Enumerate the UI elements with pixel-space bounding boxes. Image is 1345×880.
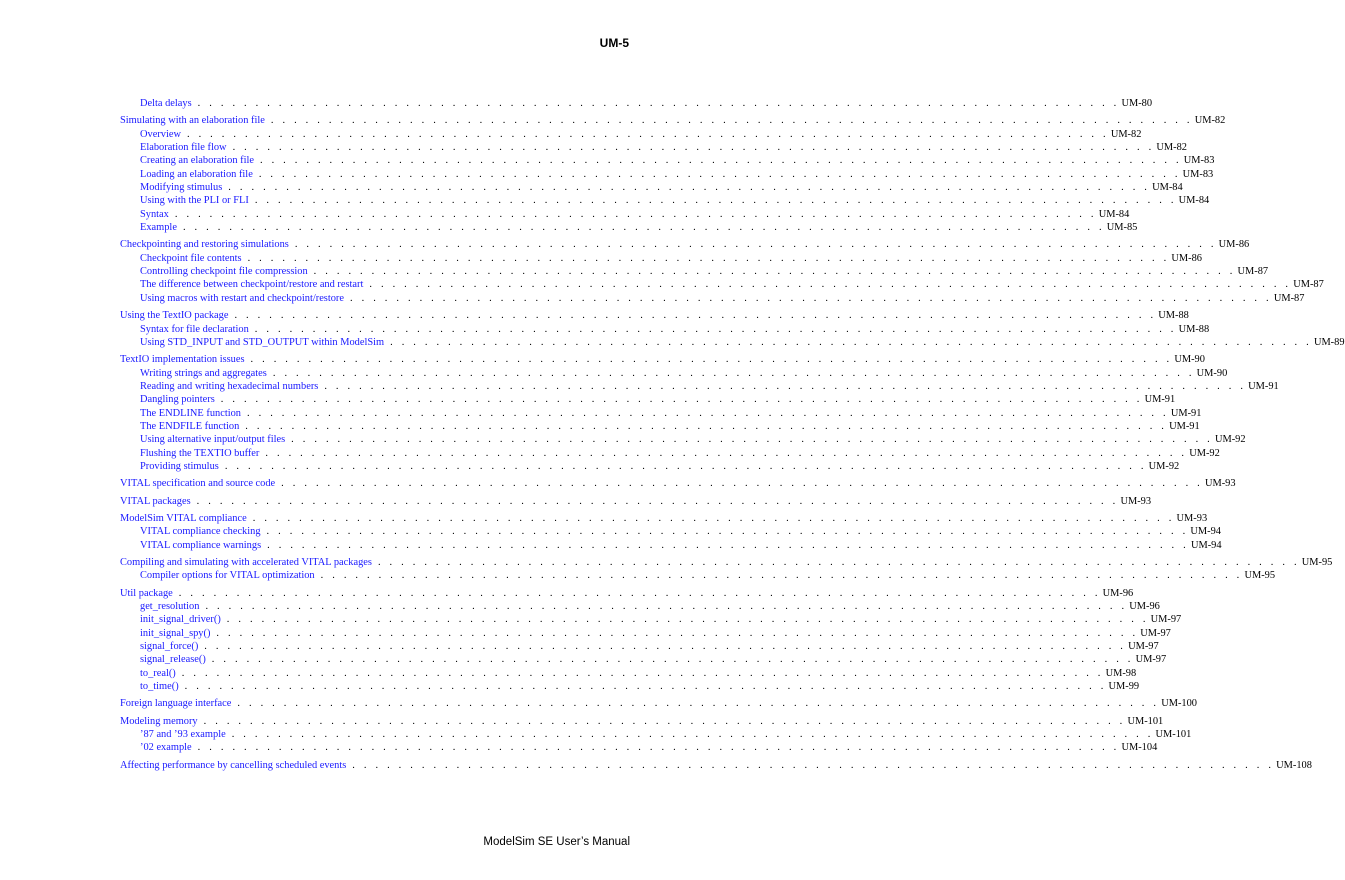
toc-entry-link[interactable]: Providing stimulus: [140, 460, 219, 472]
toc-entry-link[interactable]: The ENDFILE function: [140, 420, 240, 432]
toc-entry-link[interactable]: get_resolution: [140, 601, 200, 613]
dot-leader: . . . . . . . . . . . . . . . . . . . . . . . . . . . . . . . . . . . . . . . . . . . . . . . . . . . . . . . . . . . . . . . . . . . . . . . . . . . . . . . .: [181, 667, 1104, 679]
toc-subentry[interactable]: [120, 393, 1176, 406]
toc-group: [120, 353, 1279, 473]
toc-group: [120, 512, 1222, 552]
toc-page-number: UM-100: [1161, 698, 1197, 710]
toc-entry[interactable]: [120, 495, 1152, 508]
dot-leader: . . . . . . . . . . . . . . . . . . . . . . . . . . . . . . . . . . . . . . . . . . . . . . . . . . . . . . . . . . . . . . . . . . . . . . . . . . . . . . . .: [270, 115, 1193, 127]
toc-entry[interactable]: [120, 587, 1134, 600]
toc-entry-link[interactable]: Modifying stimulus: [140, 182, 223, 194]
toc-entry[interactable]: [120, 309, 1189, 322]
dot-leader: . . . . . . . . . . . . . . . . . . . . . . . . . . . . . . . . . . . . . . . . . . . . . . . . . . . . . . . . . . . . . . . . . . . . . . . . . . . . . . . .: [197, 742, 1120, 754]
dot-leader: . . . . . . . . . . . . . . . . . . . . . . . . . . . . . . . . . . . . . . . . . . . . . . . . . . . . . . . . . . . . . . . . . . . . . . . . . . . . . . . .: [294, 239, 1217, 251]
dot-leader: . . . . . . . . . . . . . . . . . . . . . . . . . . . . . . . . . . . . . . . . . . . . . . . . . . . . . . . . . . . . . . . . . . . . . . . . . . . . . . . .: [186, 128, 1109, 140]
toc-page-number: UM-97: [1135, 654, 1167, 666]
dot-leader: . . . . . . . . . . . . . . . . . . . . . . . . . . . . . . . . . . . . . . . . . . . . . . . . . . . . . . . . . . . . . . . . . . . . . . . . . . . . . . . .: [182, 222, 1105, 234]
toc-page-number: UM-90: [1174, 354, 1205, 366]
toc-entry-link[interactable]: Overview: [140, 128, 181, 140]
toc-page-number: UM-91: [1170, 407, 1202, 419]
toc-page-number: UM-84: [1098, 208, 1130, 220]
toc-subentry[interactable]: [120, 447, 1220, 460]
toc-page-number: UM-97: [1150, 614, 1182, 626]
footer-manual-title: ModelSim SE User’s Manual: [483, 836, 630, 848]
toc-entry-link[interactable]: Using STD_INPUT and STD_OUTPUT within ModelSim: [140, 336, 385, 348]
toc-page-number: UM-92: [1189, 447, 1220, 459]
toc-group: [120, 495, 1152, 508]
toc-entry-link[interactable]: Simulating with an elaboration file: [120, 115, 265, 127]
page-number: UM-5: [599, 36, 629, 50]
toc-entry[interactable]: [120, 759, 1312, 772]
toc-subentry[interactable]: [120, 336, 1345, 349]
toc-subentry[interactable]: [120, 181, 1183, 194]
toc-group: [120, 238, 1324, 305]
dot-leader: . . . . . . . . . . . . . . . . . . . . . . . . . . . . . . . . . . . . . . . . . . . . . . . . . . . . . . . . . . . . . . . . . . . . . . . . . . . . . . . .: [203, 715, 1126, 727]
toc-subentry[interactable]: [120, 323, 1210, 336]
toc-page-number: UM-87: [1293, 279, 1324, 291]
toc-entry-link[interactable]: Compiler options for VITAL optimization: [140, 570, 315, 582]
dot-leader: . . . . . . . . . . . . . . . . . . . . . . . . . . . . . . . . . . . . . . . . . . . . . . . . . . . . . . . . . . . . . . . . . . . . . . . . . . . . . . . .: [197, 98, 1120, 109]
toc-entry-link[interactable]: Controlling checkpoint file compression: [140, 266, 308, 278]
toc-entry-link[interactable]: Util package: [120, 587, 173, 599]
dot-leader: . . . . . . . . . . . . . . . . . . . . . . . . . . . . . . . . . . . . . . . . . . . . . . . . . . . . . . . . . . . . . . . . . . . . . . . . . . . . . . . .: [266, 526, 1189, 538]
toc-page-number: UM-98: [1105, 667, 1137, 679]
toc-entry-link[interactable]: VITAL compliance warnings: [140, 539, 262, 551]
toc-subentry[interactable]: [120, 380, 1279, 393]
toc-entry-link[interactable]: Syntax: [140, 208, 169, 220]
toc-page-number: UM-82: [1110, 128, 1142, 140]
toc-page-number: UM-87: [1273, 292, 1305, 304]
toc-entry-link[interactable]: Delta delays: [140, 98, 192, 109]
dot-leader: . . . . . . . . . . . . . . . . . . . . . . . . . . . . . . . . . . . . . . . . . . . . . . . . . . . . . . . . . . . . . . . . . . . . . . . . . . . . . . . .: [216, 627, 1139, 639]
toc-subentry[interactable]: [120, 680, 1140, 693]
dot-leader: . . . . . . . . . . . . . . . . . . . . . . . . . . . . . . . . . . . . . . . . . . . . . . . . . . . . . . . . . . . . . . . . . . . . . . . . . . . . . . . .: [184, 681, 1107, 693]
toc-entry-link[interactable]: VITAL packages: [120, 495, 191, 507]
toc-subentry[interactable]: [120, 292, 1305, 305]
toc-subentry[interactable]: [120, 420, 1200, 433]
toc-entry-link[interactable]: Compiling and simulating with accelerated VITAL packages: [120, 557, 372, 568]
toc-subentry[interactable]: [120, 278, 1324, 291]
toc-page-number: UM-96: [1129, 601, 1160, 613]
toc-entry-link[interactable]: TextIO implementation issues: [120, 354, 245, 366]
toc-entry-link[interactable]: VITAL compliance checking: [140, 526, 261, 538]
toc-subentry[interactable]: [120, 154, 1215, 167]
toc-subentry[interactable]: [120, 265, 1269, 278]
toc-page-number: UM-93: [1120, 495, 1152, 507]
toc-entry-link[interactable]: init_signal_spy(): [140, 627, 211, 639]
toc-entry-link[interactable]: init_signal_driver(): [140, 614, 221, 626]
toc-entry-link[interactable]: Checkpoint file contents: [140, 252, 242, 264]
toc-group: [120, 556, 1333, 583]
toc-entry[interactable]: [120, 353, 1205, 366]
dot-leader: . . . . . . . . . . . . . . . . . . . . . . . . . . . . . . . . . . . . . . . . . . . . . . . . . . . . . . . . . . . . . . . . . . . . . . . . . . . . . . . .: [178, 587, 1101, 599]
toc-page-number: UM-91: [1169, 420, 1200, 432]
toc-subentry[interactable]: [120, 741, 1158, 754]
toc-entry-link[interactable]: Flushing the TEXTIO buffer: [140, 447, 260, 459]
toc-entry-link[interactable]: Checkpointing and restoring simulations: [120, 239, 289, 251]
toc-entry[interactable]: [120, 697, 1197, 710]
toc-entry-link[interactable]: Using macros with restart and checkpoint/restore: [140, 292, 344, 304]
dot-leader: . . . . . . . . . . . . . . . . . . . . . . . . . . . . . . . . . . . . . . . . . . . . . . . . . . . . . . . . . . . . . . . . . . . . . . . . . . . . . . . .: [254, 323, 1177, 335]
dot-leader: . . . . . . . . . . . . . . . . . . . . . . . . . . . . . . . . . . . . . . . . . . . . . . . . . . . . . . . . . . . . . . . . . . . . . . . . . . . . . . . .: [313, 266, 1236, 278]
dot-leader: . . . . . . . . . . . . . . . . . . . . . . . . . . . . . . . . . . . . . . . . . . . . . . . . . . . . . . . . . . . . . . . . . . . . . . . . . . . . . . . .: [234, 310, 1157, 322]
toc-page-number: UM-95: [1301, 557, 1333, 568]
dot-leader: . . . . . . . . . . . . . . . . . . . . . . . . . . . . . . . . . . . . . . . . . . . . . . . . . . . . . . . . . . . . . . . . . . . . . . . . . . . . . . . .: [232, 142, 1155, 154]
toc-page-number: UM-91: [1144, 394, 1176, 406]
toc-subentry[interactable]: [120, 407, 1202, 420]
toc-subentry[interactable]: [120, 141, 1187, 154]
dot-leader: . . . . . . . . . . . . . . . . . . . . . . . . . . . . . . . . . . . . . . . . . . . . . . . . . . . . . . . . . . . . . . . . . . . . . . . . . . . . . . . .: [220, 394, 1143, 406]
toc-page-number: UM-108: [1276, 759, 1312, 771]
toc-page-number: UM-101: [1127, 715, 1164, 727]
toc-entry[interactable]: [120, 556, 1333, 569]
toc-entry-link[interactable]: Writing strings and aggregates: [140, 367, 267, 379]
toc-entry-link[interactable]: signal_force(): [140, 641, 199, 653]
dot-leader: . . . . . . . . . . . . . . . . . . . . . . . . . . . . . . . . . . . . . . . . . . . . . . . . . . . . . . . . . . . . . . . . . . . . . . . . . . . . . . . .: [228, 182, 1151, 194]
toc-page-number: UM-87: [1237, 266, 1269, 278]
toc-group: [120, 97, 1153, 110]
toc-page-number: UM-93: [1204, 478, 1236, 490]
toc-entry-link[interactable]: The difference between checkpoint/restore and restart: [140, 279, 364, 291]
toc-subentry[interactable]: [120, 252, 1202, 265]
toc-entry-link[interactable]: ModelSim VITAL compliance: [120, 512, 247, 524]
dot-leader: . . . . . . . . . . . . . . . . . . . . . . . . . . . . . . . . . . . . . . . . . . . . . . . . . . . . . . . . . . . . . . . . . . . . . . . . . . . . . . . .: [231, 729, 1154, 741]
table-of-contents: [120, 97, 1345, 776]
toc-subentry[interactable]: [120, 128, 1142, 141]
toc-subentry[interactable]: [120, 460, 1180, 473]
toc-entry-link[interactable]: to_time(): [140, 681, 179, 693]
toc-page-number: UM-86: [1218, 239, 1250, 251]
toc-page-number: UM-97: [1128, 641, 1159, 653]
toc-page-number: UM-91: [1248, 380, 1279, 392]
toc-subentry[interactable]: [120, 168, 1214, 181]
dot-leader: . . . . . . . . . . . . . . . . . . . . . . . . . . . . . . . . . . . . . . . . . . . . . . . . . . . . . . . . . . . . . . . . . . . . . . . . . . . . . . . .: [390, 336, 1312, 348]
toc-entry[interactable]: [120, 238, 1250, 251]
toc-entry-link[interactable]: The ENDLINE function: [140, 407, 241, 419]
toc-subentry[interactable]: [120, 194, 1210, 207]
dot-leader: . . . . . . . . . . . . . . . . . . . . . . . . . . . . . . . . . . . . . . . . . . . . . . . . . . . . . . . . . . . . . . . . . . . . . . . . . . . . . . . .: [247, 407, 1169, 419]
dot-leader: . . . . . . . . . . . . . . . . . . . . . . . . . . . . . . . . . . . . . . . . . . . . . . . . . . . . . . . . . . . . . . . . . . . . . . . . . . . . . . . .: [196, 495, 1119, 507]
toc-page-number: UM-83: [1182, 168, 1214, 180]
toc-group: [120, 477, 1236, 490]
toc-group: [120, 114, 1226, 234]
dot-leader: . . . . . . . . . . . . . . . . . . . . . . . . . . . . . . . . . . . . . . . . . . . . . . . . . . . . . . . . . . . . . . . . . . . . . . . . . . . . . . . .: [247, 252, 1170, 264]
toc-subentry[interactable]: [120, 627, 1171, 640]
dot-leader: . . . . . . . . . . . . . . . . . . . . . . . . . . . . . . . . . . . . . . . . . . . . . . . . . . . . . . . . . . . . . . . . . . . . . . . . . . . . . . . .: [352, 759, 1275, 771]
toc-subentry[interactable]: [120, 569, 1276, 582]
toc-subentry[interactable]: [120, 728, 1192, 741]
toc-entry-link[interactable]: Dangling pointers: [140, 394, 215, 406]
toc-page-number: UM-82: [1194, 115, 1226, 127]
dot-leader: . . . . . . . . . . . . . . . . . . . . . . . . . . . . . . . . . . . . . . . . . . . . . . . . . . . . . . . . . . . . . . . . . . . . . . . . . . . . . . . .: [174, 208, 1097, 220]
toc-entry-link[interactable]: Using with the PLI or FLI: [140, 195, 249, 207]
toc-group: [120, 587, 1182, 694]
dot-leader: . . . . . . . . . . . . . . . . . . . . . . . . . . . . . . . . . . . . . . . . . . . . . . . . . . . . . . . . . . . . . . . . . . . . . . . . . . . . . . . .: [291, 434, 1213, 446]
dot-leader: . . . . . . . . . . . . . . . . . . . . . . . . . . . . . . . . . . . . . . . . . . . . . . . . . . . . . . . . . . . . . . . . . . . . . . . . . . . . . . . .: [204, 641, 1127, 653]
dot-leader: . . . . . . . . . . . . . . . . . . . . . . . . . . . . . . . . . . . . . . . . . . . . . . . . . . . . . . . . . . . . . . . . . . . . . . . . . . . . . . . .: [254, 195, 1177, 207]
toc-entry[interactable]: [120, 512, 1208, 525]
toc-page-number: UM-86: [1171, 252, 1202, 264]
toc-page-number: UM-93: [1176, 512, 1208, 524]
dot-leader: . . . . . . . . . . . . . . . . . . . . . . . . . . . . . . . . . . . . . . . . . . . . . . . . . . . . . . . . . . . . . . . . . . . . . . . . . . . . . . . .: [252, 512, 1175, 524]
toc-entry-link[interactable]: Affecting performance by cancelling scheduled events: [120, 759, 347, 771]
toc-page-number: UM-97: [1140, 627, 1171, 639]
toc-entry-link[interactable]: VITAL specification and source code: [120, 478, 276, 490]
dot-leader: . . . . . . . . . . . . . . . . . . . . . . . . . . . . . . . . . . . . . . . . . . . . . . . . . . . . . . . . . . . . . . . . . . . . . . . . . . . . . . . .: [211, 654, 1134, 666]
toc-entry[interactable]: [120, 715, 1164, 728]
toc-entry-link[interactable]: Modeling memory: [120, 715, 198, 727]
dot-leader: . . . . . . . . . . . . . . . . . . . . . . . . . . . . . . . . . . . . . . . . . . . . . . . . . . . . . . . . . . . . . . . . . . . . . . . . . . . . . . . .: [224, 460, 1147, 472]
toc-page-number: UM-88: [1158, 310, 1189, 322]
dot-leader: . . . . . . . . . . . . . . . . . . . . . . . . . . . . . . . . . . . . . . . . . . . . . . . . . . . . . . . . . . . . . . . . . . . . . . . . . . . . . . . .: [265, 447, 1188, 459]
toc-entry-link[interactable]: ’02 example: [140, 742, 192, 754]
toc-page-number: UM-101: [1155, 729, 1192, 741]
toc-page-number: UM-85: [1106, 222, 1138, 234]
dot-leader: . . . . . . . . . . . . . . . . . . . . . . . . . . . . . . . . . . . . . . . . . . . . . . . . . . . . . . . . . . . . . . . . . . . . . . . . . . . . . . . .: [272, 367, 1195, 379]
toc-entry-link[interactable]: Using the TextIO package: [120, 310, 229, 322]
toc-page-number: UM-88: [1178, 323, 1210, 335]
toc-subentry[interactable]: [120, 667, 1137, 680]
toc-entry[interactable]: [120, 114, 1226, 127]
toc-page-number: UM-104: [1121, 742, 1158, 754]
dot-leader: . . . . . . . . . . . . . . . . . . . . . . . . . . . . . . . . . . . . . . . . . . . . . . . . . . . . . . . . . . . . . . . . . . . . . . . . . . . . . . . .: [377, 557, 1300, 568]
toc-subentry[interactable]: [120, 640, 1159, 653]
toc-entry-link[interactable]: Elaboration file flow: [140, 142, 227, 154]
toc-page-number: UM-84: [1152, 182, 1183, 194]
toc-entry-link[interactable]: Syntax for file declaration: [140, 323, 249, 335]
toc-page-number: UM-92: [1214, 434, 1246, 446]
toc-page-number: UM-82: [1156, 142, 1187, 154]
dot-leader: . . . . . . . . . . . . . . . . . . . . . . . . . . . . . . . . . . . . . . . . . . . . . . . . . . . . . . . . . . . . . . . . . . . . . . . . . . . . . . . .: [237, 698, 1160, 710]
toc-entry-link[interactable]: Loading an elaboration file: [140, 168, 253, 180]
dot-leader: . . . . . . . . . . . . . . . . . . . . . . . . . . . . . . . . . . . . . . . . . . . . . . . . . . . . . . . . . . . . . . . . . . . . . . . . . . . . . . . .: [369, 279, 1292, 291]
toc-page-number: UM-80: [1121, 98, 1153, 109]
dot-leader: . . . . . . . . . . . . . . . . . . . . . . . . . . . . . . . . . . . . . . . . . . . . . . . . . . . . . . . . . . . . . . . . . . . . . . . . . . . . . . . .: [320, 570, 1243, 582]
toc-subentry[interactable]: [120, 600, 1160, 613]
toc-entry-link[interactable]: Example: [140, 222, 177, 234]
dot-leader: . . . . . . . . . . . . . . . . . . . . . . . . . . . . . . . . . . . . . . . . . . . . . . . . . . . . . . . . . . . . . . . . . . . . . . . . . . . . . . . .: [205, 601, 1128, 613]
toc-group: [120, 715, 1192, 755]
dot-leader: . . . . . . . . . . . . . . . . . . . . . . . . . . . . . . . . . . . . . . . . . . . . . . . . . . . . . . . . . . . . . . . . . . . . . . . . . . . . . . . .: [258, 168, 1181, 180]
toc-subentry[interactable]: [120, 613, 1182, 626]
toc-page-number: UM-92: [1148, 460, 1180, 472]
dot-leader: . . . . . . . . . . . . . . . . . . . . . . . . . . . . . . . . . . . . . . . . . . . . . . . . . . . . . . . . . . . . . . . . . . . . . . . . . . . . . . . .: [226, 614, 1149, 626]
dot-leader: . . . . . . . . . . . . . . . . . . . . . . . . . . . . . . . . . . . . . . . . . . . . . . . . . . . . . . . . . . . . . . . . . . . . . . . . . . . . . . . .: [250, 354, 1173, 366]
toc-page-number: UM-89: [1313, 336, 1345, 348]
toc-subentry[interactable]: [120, 367, 1228, 380]
dot-leader: . . . . . . . . . . . . . . . . . . . . . . . . . . . . . . . . . . . . . . . . . . . . . . . . . . . . . . . . . . . . . . . . . . . . . . . . . . . . . . . .: [259, 155, 1182, 167]
toc-page-number: UM-96: [1102, 587, 1134, 599]
toc-page-number: UM-95: [1244, 570, 1276, 582]
toc-subentry[interactable]: [120, 221, 1138, 234]
toc-subentry[interactable]: [120, 208, 1130, 221]
toc-subentry[interactable]: [120, 525, 1221, 538]
toc-page-number: UM-94: [1190, 539, 1222, 551]
toc-page-number: UM-94: [1190, 526, 1221, 538]
dot-leader: . . . . . . . . . . . . . . . . . . . . . . . . . . . . . . . . . . . . . . . . . . . . . . . . . . . . . . . . . . . . . . . . . . . . . . . . . . . . . . . .: [324, 380, 1247, 392]
toc-subentry[interactable]: [120, 539, 1222, 552]
dot-leader: . . . . . . . . . . . . . . . . . . . . . . . . . . . . . . . . . . . . . . . . . . . . . . . . . . . . . . . . . . . . . . . . . . . . . . . . . . . . . . . .: [245, 420, 1168, 432]
toc-group: [120, 759, 1312, 772]
toc-page-number: UM-84: [1178, 195, 1210, 207]
toc-group: [120, 697, 1197, 710]
toc-entry-link[interactable]: Reading and writing hexadecimal numbers: [140, 380, 319, 392]
toc-page-number: UM-99: [1108, 681, 1140, 693]
toc-entry-link[interactable]: Using alternative input/output files: [140, 434, 286, 446]
toc-entry[interactable]: [120, 477, 1236, 490]
toc-entry-link[interactable]: ’87 and ’93 example: [140, 729, 226, 741]
dot-leader: . . . . . . . . . . . . . . . . . . . . . . . . . . . . . . . . . . . . . . . . . . . . . . . . . . . . . . . . . . . . . . . . . . . . . . . . . . . . . . . .: [281, 478, 1203, 490]
toc-group: [120, 309, 1345, 349]
toc-subentry[interactable]: [120, 433, 1246, 446]
toc-entry-link[interactable]: signal_release(): [140, 654, 206, 666]
toc-page-number: UM-83: [1183, 155, 1215, 167]
toc-entry-link[interactable]: Creating an elaboration file: [140, 155, 254, 167]
toc-entry-link[interactable]: Foreign language interface: [120, 698, 232, 710]
toc-subentry[interactable]: [120, 653, 1167, 666]
dot-leader: . . . . . . . . . . . . . . . . . . . . . . . . . . . . . . . . . . . . . . . . . . . . . . . . . . . . . . . . . . . . . . . . . . . . . . . . . . . . . . . .: [350, 292, 1272, 304]
toc-page-number: UM-90: [1196, 367, 1228, 379]
toc-subentry[interactable]: [120, 97, 1153, 110]
dot-leader: . . . . . . . . . . . . . . . . . . . . . . . . . . . . . . . . . . . . . . . . . . . . . . . . . . . . . . . . . . . . . . . . . . . . . . . . . . . . . . . .: [267, 539, 1189, 551]
toc-entry-link[interactable]: to_real(): [140, 667, 176, 679]
